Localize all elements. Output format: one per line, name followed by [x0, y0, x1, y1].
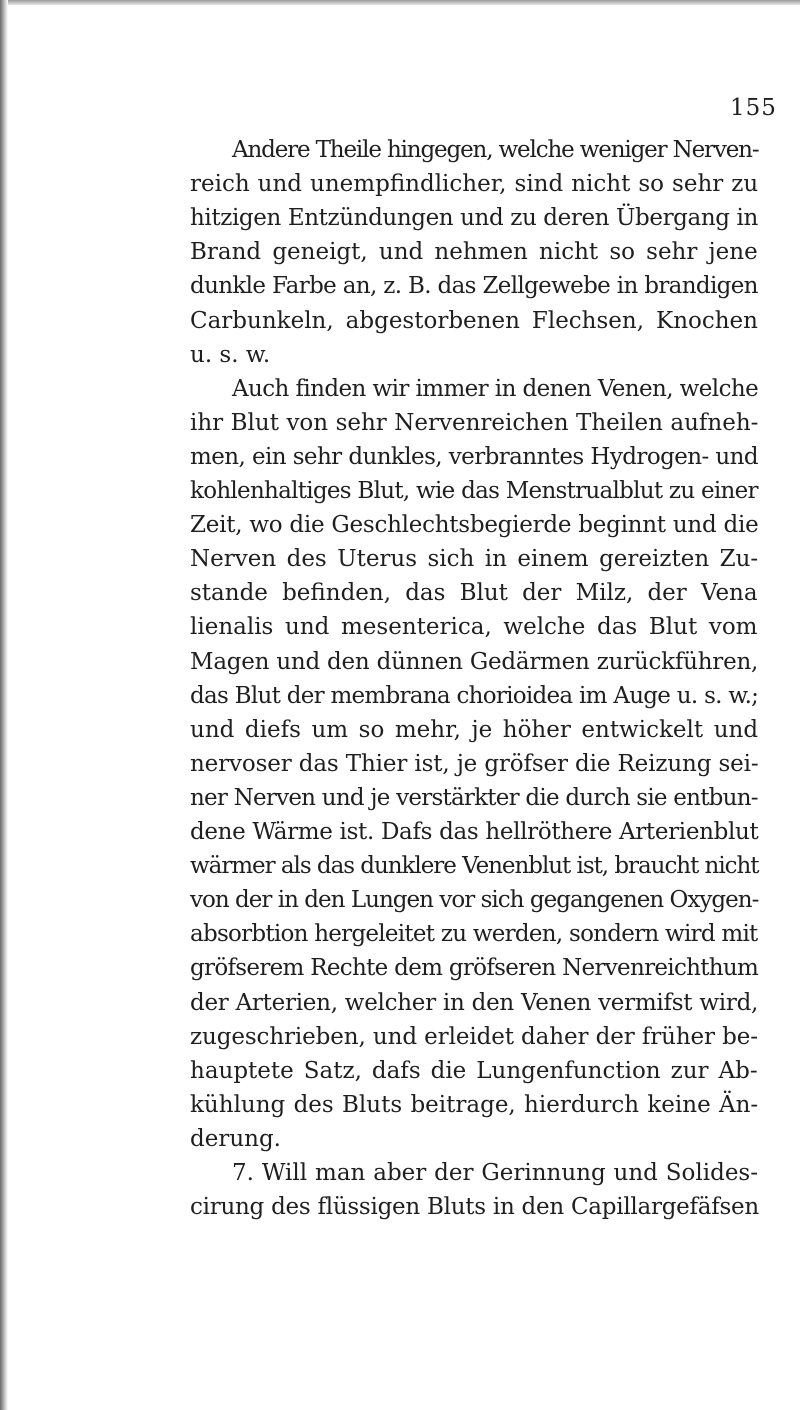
text-line: derung. [190, 1125, 281, 1152]
text-line: 7. Will man aber der Gerinnung und Solides- [232, 1160, 759, 1186]
text-line: Carbunkeln, abgestorbenen Flechsen, Knochen [190, 307, 758, 334]
text-line: nervoser das Thier ist, je gröfser die Reizung sei- [190, 750, 759, 777]
page-top-edge [0, 0, 800, 5]
text-line: Magen und den dünnen Gedärmen zurückführen, [190, 648, 759, 675]
text-line: kohlenhaltiges Blut, wie das Menstrualblut zu einer [190, 478, 758, 504]
text-line: Nerven des Uterus sich in einem gereizten Zu- [190, 546, 759, 573]
text-line: hauptete Satz, dafs die Lungenfunction zur Ab- [190, 1057, 758, 1084]
text-line: Zeit, wo die Geschlechtsbegierde beginnt und die [190, 512, 759, 539]
text-line: Auch finden wir immer in denen Venen, welche [232, 375, 759, 402]
text-line: absorbtion hergeleitet zu werden, sondern wird mit [190, 921, 758, 948]
text-line: der Arterien, welcher in den Venen vermifst wird, [190, 989, 759, 1016]
text-line: lienalis und mesenterica, welche das Blut vom [190, 614, 758, 641]
text-line: das Blut der membrana chorioidea im Auge u. s. w.; [190, 682, 759, 709]
text-line: hitzigen Entzündungen und zu deren Übergang in [190, 205, 758, 232]
page-left-edge [0, 0, 8, 1410]
text-line: reich und unempfindlicher, sind nicht so sehr zu [190, 171, 759, 198]
text-line: dene Wärme ist. Dafs das hellröthere Arterienblut [190, 819, 759, 845]
text-line: stande befinden, das Blut der Milz, der Vena [190, 580, 758, 607]
text-line: und diefs um so mehr, je höher entwickelt und [190, 716, 759, 743]
text-line: cirung des flüssigen Bluts in den Capillargefäfsen [190, 1194, 759, 1221]
text-line: u. s. w. [190, 341, 271, 368]
text-line: kühlung des Bluts beitrage, hierdurch keine Än- [190, 1091, 759, 1118]
text-line: dunkle Farbe an, z. B. das Zellgewebe in brandigen [190, 273, 758, 300]
text-line: men, ein sehr dunkles, verbranntes Hydrogen- und [190, 443, 758, 470]
text-line: zugeschrieben, und erleidet daher der früher be- [190, 1023, 758, 1050]
page-number: 155 [730, 95, 777, 121]
text-line: ner Nerven und je verstärkter die durch sie entbun- [190, 784, 758, 811]
text-line: wärmer als das dunklere Venenblut ist, braucht nicht [190, 853, 759, 880]
text-line: Andere Theile hingegen, welche weniger Nerven- [232, 137, 759, 163]
text-line: ihr Blut von sehr Nervenreichen Theilen aufneh- [190, 409, 759, 436]
text-line: gröfserem Rechte dem gröfseren Nervenreichthum [190, 955, 759, 982]
text-line: von der in den Lungen vor sich gegangenen Oxygen- [190, 887, 759, 914]
text-line: Brand geneigt, und nehmen nicht so sehr jene [190, 239, 758, 266]
